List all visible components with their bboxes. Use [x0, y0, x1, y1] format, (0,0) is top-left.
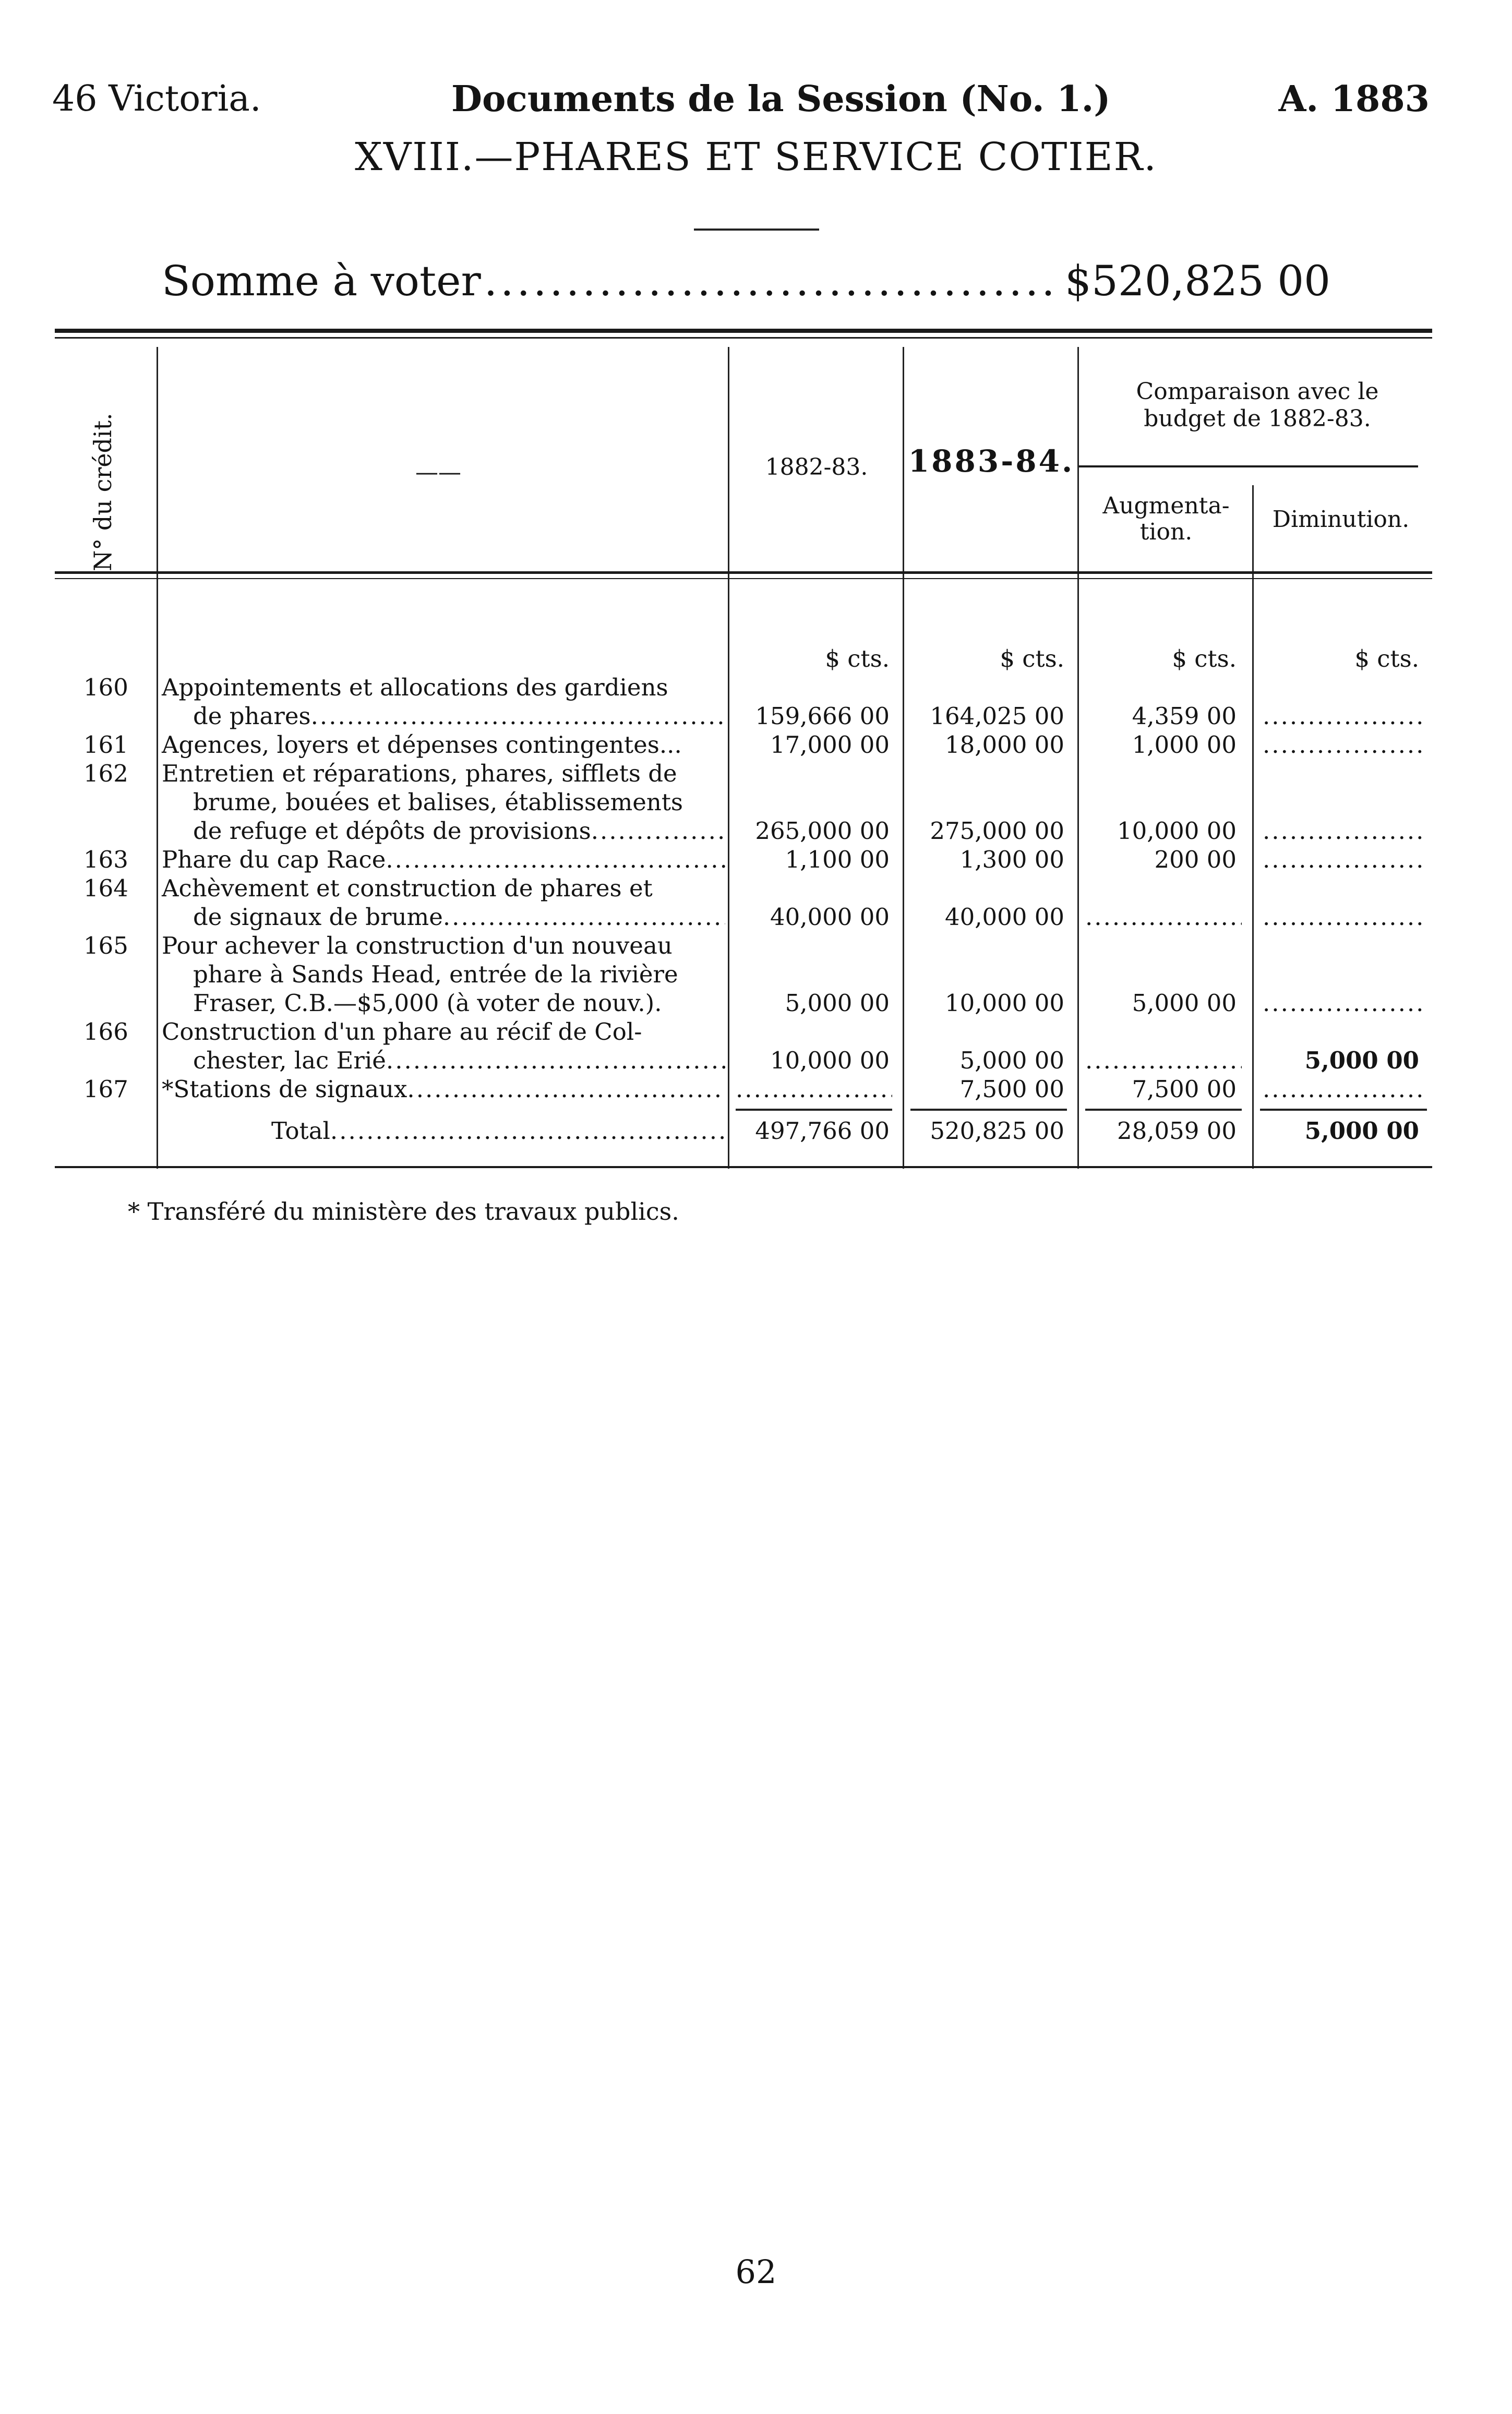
total-1882: 497,766 00: [755, 1117, 890, 1145]
header-1882-83: 1882-83.: [765, 454, 868, 481]
value-diminution: 5,000 00: [1304, 1047, 1419, 1074]
table-top-rule: [55, 329, 1432, 333]
desc-line: Fraser, C.B.—$5,000 (à voter de nouv.).: [193, 989, 662, 1017]
desc-line: Construction d'un phare au récif de Col-: [162, 1018, 642, 1046]
comparison-rule: [1079, 465, 1418, 467]
value-1882: 40,000 00: [770, 903, 890, 931]
sum-rule: [1085, 1109, 1242, 1111]
credit-number: 167: [83, 1075, 128, 1103]
header-credit-no: N° du crédit.: [89, 413, 117, 571]
row-description: [162, 1017, 725, 1075]
row-description: [162, 845, 725, 874]
page-title: XVIII.—PHARES ET SERVICE COTIER.: [355, 135, 1157, 179]
table-bottom-rule: [55, 1166, 1432, 1168]
value-1883: 10,000 00: [944, 989, 1064, 1017]
header-description: ——: [415, 459, 461, 486]
value-augmentation-empty: [1085, 1046, 1242, 1075]
value-diminution-empty: [1263, 702, 1424, 730]
row-description: [162, 874, 725, 931]
col-divider: [1077, 347, 1079, 1169]
value-1882: 17,000 00: [770, 731, 890, 759]
credit-number: 162: [83, 760, 128, 787]
value-1883: 1,300 00: [959, 846, 1064, 873]
value-1883: 164,025 00: [930, 702, 1064, 730]
page-number: 62: [735, 2253, 777, 2291]
total-1883: 520,825 00: [930, 1117, 1064, 1145]
desc-line: phare à Sands Head, entrée de la rivière: [193, 960, 678, 988]
value-1882: 5,000 00: [785, 989, 890, 1017]
value-1882: 10,000 00: [770, 1047, 890, 1074]
header-comparison: Comparaison avec le budget de 1882-83.: [1136, 378, 1379, 432]
header-center: Documents de la Session (No. 1.): [451, 78, 1111, 120]
sum-to-vote-amount: $520,825 00: [1065, 257, 1330, 305]
total-diminution: 5,000 00: [1304, 1117, 1419, 1145]
desc-line: de refuge et dépôts de provisions: [193, 817, 591, 845]
credit-number: 160: [83, 674, 128, 701]
value-augmentation: 200 00: [1154, 846, 1237, 873]
col-divider: [728, 347, 729, 1169]
sum-to-vote: [162, 257, 1330, 305]
desc-line: Appointements et allocations des gardiens: [162, 674, 668, 701]
sum-rule: [910, 1109, 1067, 1111]
sum-rule: [1260, 1109, 1427, 1111]
total-augmentation: 28,059 00: [1117, 1117, 1237, 1145]
value-diminution-empty: [1263, 816, 1424, 845]
units-aug: $ cts.: [1172, 645, 1237, 672]
col-divider: [903, 347, 904, 1169]
value-1883: 275,000 00: [930, 817, 1064, 845]
row-description: [162, 673, 725, 730]
desc-line: Phare du cap Race: [162, 846, 386, 873]
value-diminution-empty: [1263, 903, 1424, 931]
sum-rule: [736, 1109, 892, 1111]
value-augmentation: 1,000 00: [1132, 731, 1237, 759]
value-augmentation: 4,359 00: [1132, 702, 1237, 730]
value-1882: 159,666 00: [755, 702, 890, 730]
header-left: 46 Victoria.: [52, 78, 261, 119]
value-1882-empty: [736, 1075, 892, 1103]
credit-number: 165: [83, 932, 128, 959]
value-augmentation-empty: [1085, 903, 1242, 931]
value-1883: 40,000 00: [944, 903, 1064, 931]
value-diminution-empty: [1263, 845, 1424, 874]
title-rule: [694, 229, 819, 231]
value-1883: 5,000 00: [959, 1047, 1064, 1074]
value-1882: 265,000 00: [755, 817, 890, 845]
total-label: Total: [271, 1117, 330, 1145]
value-diminution-empty: [1263, 1075, 1424, 1103]
value-diminution-empty: [1263, 989, 1424, 1017]
credit-number: 163: [83, 846, 128, 873]
header-bottom-rule: [55, 571, 1432, 574]
row-description: [162, 759, 725, 845]
value-1882: 1,100 00: [785, 846, 890, 873]
desc-line: brume, bouées et balises, établissements: [193, 788, 683, 816]
desc-line: *Stations de signaux: [162, 1075, 407, 1103]
header-bottom-rule-thin: [55, 578, 1432, 579]
col-divider: [1252, 485, 1254, 1169]
credit-number: 164: [83, 874, 128, 902]
desc-line: Agences, loyers et dépenses contingentes...: [162, 731, 682, 759]
footnote: * Transféré du ministère des travaux publics.: [128, 1197, 679, 1226]
units-1882: $ cts.: [825, 645, 890, 672]
row-description: [162, 1075, 725, 1103]
credit-number: 166: [83, 1018, 128, 1046]
header-diminution: Diminution.: [1272, 506, 1410, 533]
value-augmentation: 7,500 00: [1132, 1075, 1237, 1103]
desc-line: de signaux de brume: [193, 903, 443, 931]
value-1883: 18,000 00: [944, 731, 1064, 759]
header-right: A. 1883: [1278, 78, 1430, 120]
leader-dots: [484, 257, 1062, 305]
value-1883: 7,500 00: [959, 1075, 1064, 1103]
desc-line: Achèvement et construction de phares et: [162, 874, 653, 902]
table-top-rule-thin: [55, 337, 1432, 339]
desc-line: chester, lac Erié: [193, 1047, 386, 1074]
row-description: [162, 730, 725, 759]
value-diminution-empty: [1263, 730, 1424, 759]
value-augmentation: 5,000 00: [1132, 989, 1237, 1017]
credit-number: 161: [83, 731, 128, 759]
units-1883: $ cts.: [1000, 645, 1064, 672]
row-description: [162, 931, 725, 1017]
header-augmentation: Augmenta-tion.: [1102, 493, 1230, 545]
desc-line: Entretien et réparations, phares, sifflets de: [162, 760, 677, 787]
sum-to-vote-label: Somme à voter: [162, 257, 481, 305]
desc-line: de phares: [193, 702, 311, 730]
header-1883-84: 1883-84.: [908, 443, 1075, 479]
desc-line: Pour achever la construction d'un nouveau: [162, 932, 673, 959]
value-augmentation: 10,000 00: [1117, 817, 1237, 845]
units-dim: $ cts.: [1354, 645, 1419, 672]
col-divider: [157, 347, 158, 1169]
total-description: [271, 1116, 725, 1145]
